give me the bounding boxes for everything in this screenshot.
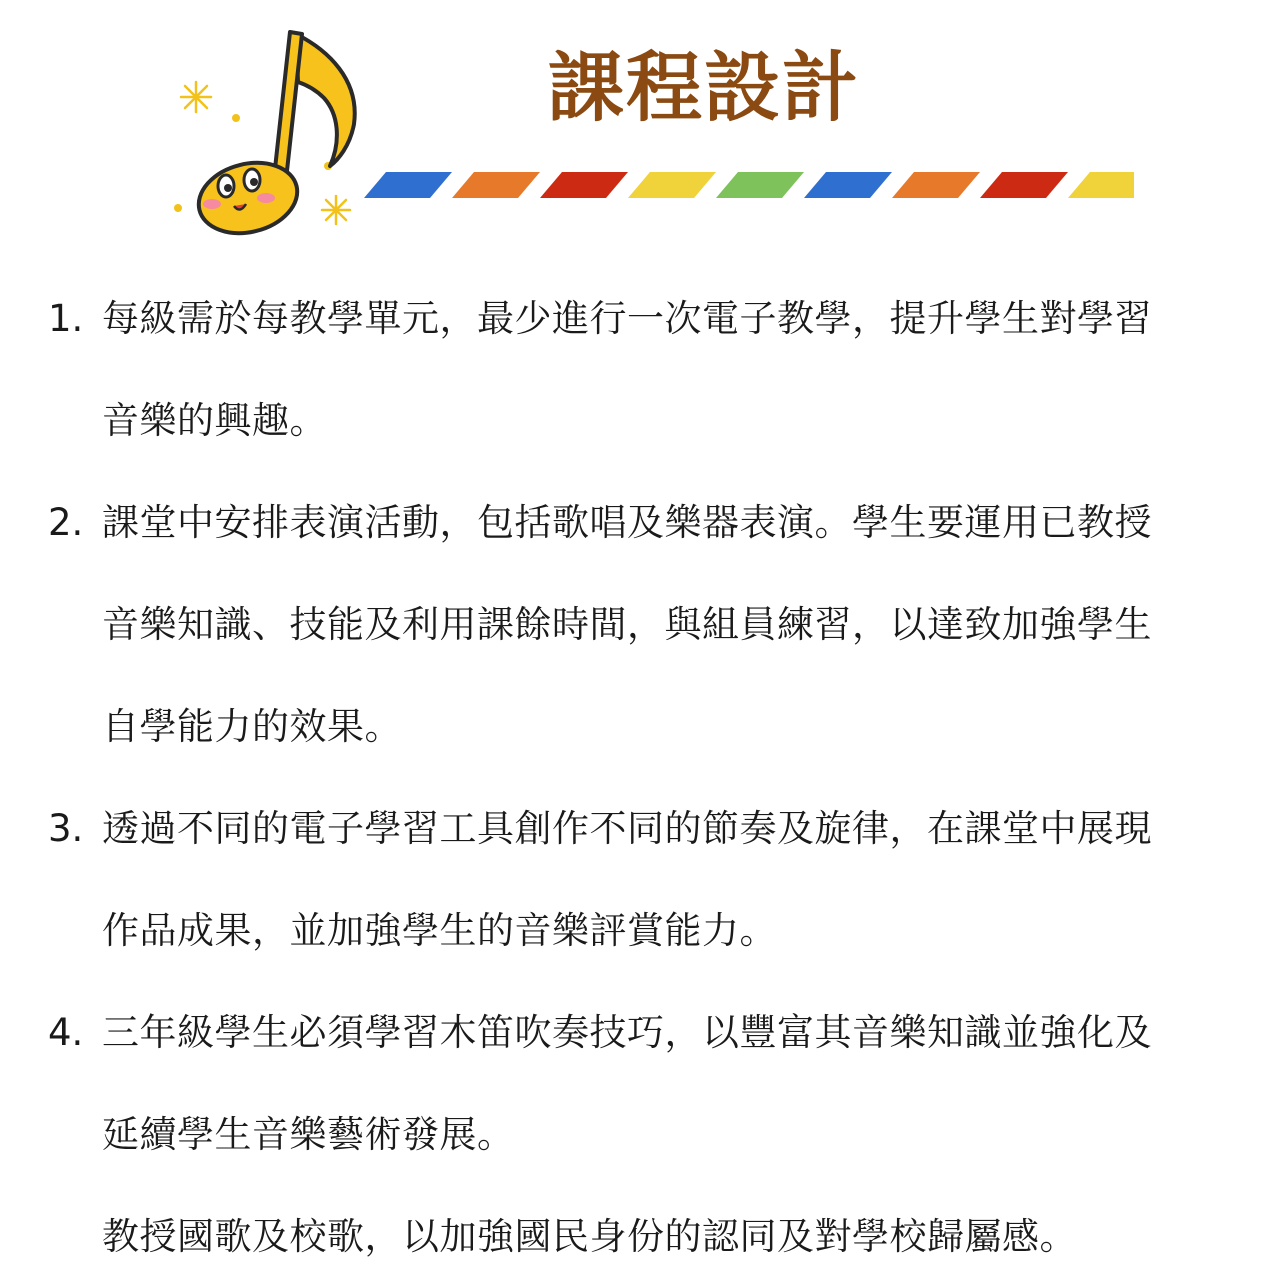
item-number: 4. xyxy=(48,1011,84,1054)
item-text xyxy=(102,472,1228,778)
item-line: 作品成果，並加強學生的音樂評賞能力。 xyxy=(102,909,777,952)
stripe-segment xyxy=(804,172,892,198)
course-design-list xyxy=(48,268,1228,1288)
item-line: 透過不同的電子學習工具創作不同的節奏及旋律，在課堂中展現 xyxy=(102,807,1152,850)
stripe-segment xyxy=(1068,172,1134,198)
item-number: 2. xyxy=(48,501,84,544)
item-line: 課堂中安排表演活動，包括歌唱及樂器表演。學生要運用已教授 xyxy=(102,501,1152,544)
item-number: 1. xyxy=(48,297,84,340)
color-stripe-divider xyxy=(364,172,1134,198)
stripe-segment xyxy=(364,172,452,198)
item-line: 每級需於每教學單元，最少進行一次電子教學，提升學生對學習 xyxy=(102,297,1152,340)
stripe-segment xyxy=(628,172,716,198)
page-title: 課程設計 xyxy=(548,43,860,132)
stripe-segment xyxy=(980,172,1068,198)
item-text xyxy=(102,982,1228,1186)
item-line: 延續學生音樂藝術發展。 xyxy=(102,1113,515,1156)
extra-paragraph: 教授國歌及校歌，以加強國民身份的認同及對學校歸屬感。 xyxy=(102,1215,1077,1258)
item-line: 三年級學生必須學習木笛吹奏技巧，以豐富其音樂知識並強化及 xyxy=(102,1011,1152,1054)
item-line: 音樂的興趣。 xyxy=(102,399,327,442)
list-item xyxy=(48,778,1228,982)
stripe-segment xyxy=(716,172,804,198)
item-line: 自學能力的效果。 xyxy=(102,705,402,748)
list-item xyxy=(48,982,1228,1186)
list-item xyxy=(48,472,1228,778)
item-line: 音樂知識、技能及利用課餘時間，與組員練習，以達致加強學生 xyxy=(102,603,1152,646)
item-number: 3. xyxy=(48,807,84,850)
stripe-segment xyxy=(540,172,628,198)
stripe-segment xyxy=(452,172,540,198)
stripe-segment xyxy=(892,172,980,198)
page-header xyxy=(0,0,1280,240)
item-text xyxy=(102,778,1228,982)
music-note-mascot-icon xyxy=(160,20,380,240)
list-item xyxy=(48,268,1228,472)
item-text xyxy=(102,268,1228,472)
